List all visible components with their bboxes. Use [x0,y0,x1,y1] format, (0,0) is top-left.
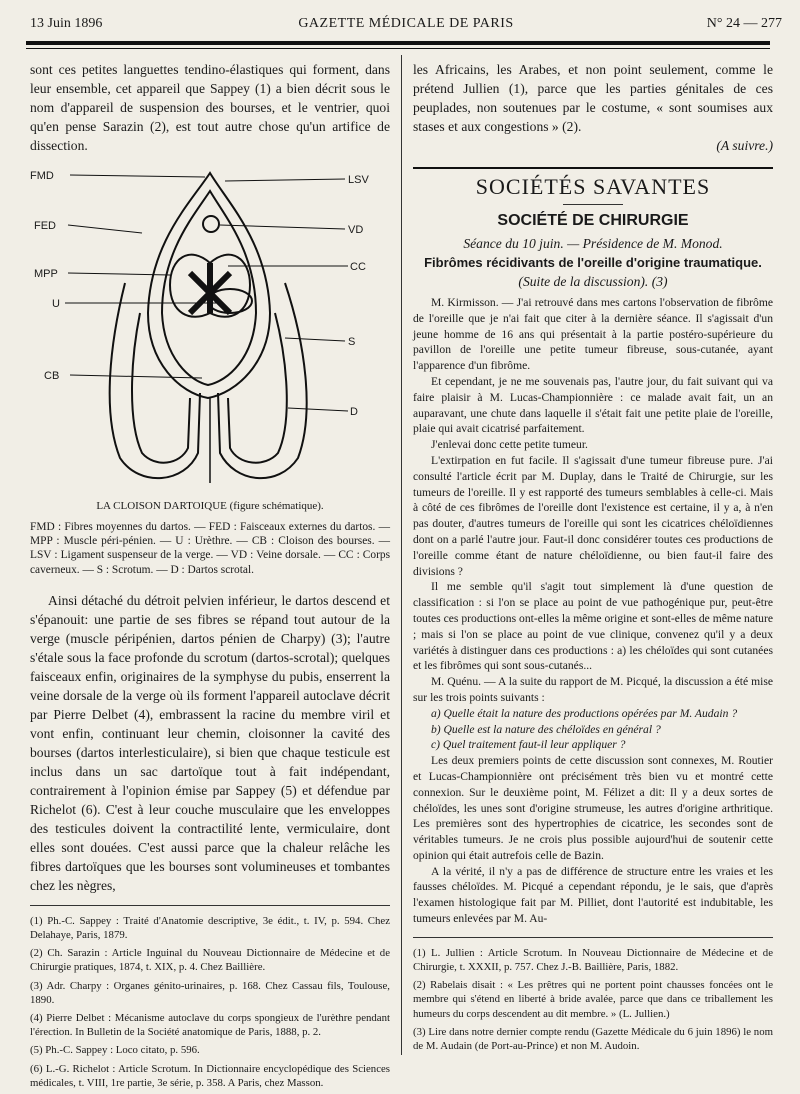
right-column [413,60,773,1057]
kirmisson-paragraph-3: J'enlevai donc cette petite tumeur. [431,438,588,452]
fig-label-cb: CB [44,370,60,382]
header-title: GAZETTE MÉDICALE DE PARIS [298,16,514,31]
header-issue: N° 24 — 277 [706,16,782,31]
section-rule [413,167,773,169]
right-footnote-1: (1) L. Jullien : Article Scrotum. In Nouveau Dictionnaire de Médecine et de Chirurgie, t. XXXII, p. 757. Chez J.-B. Baillière, Paris, 1882. [413,946,773,974]
kirmisson-paragraph-4: L'extirpation en fut facile. Il s'agissait d'une tumeur fibreuse pure. J'ai consulté l'article écrit par M. Duplay, dans le Traité de Chirurgie, sur les tumeurs de l'oreille. Il y est rapporté des tumeurs semblables à celle-ci. Mais à côté de ces fibrômes de l'oreille dont l'existence est certaine, il y a, à n'en pas douter, d'autres tumeurs de l'oreille qui sont les cicatrices chéloïdiennes dont on a parlé l'autre jour. Faut-il donc considérer toutes ces productions de l'oreille comme étant de nature chéloïdienne, ou bien faut-il faire des divisions ? [413,453,773,578]
page-header [30,12,782,36]
fig-label-d: D [350,406,358,418]
figure-drawing [30,163,390,493]
right-paragraph-1: les Africains, les Arabes, et non point seulement, comme le prétend Jullien (1), parce que les parties génitales de ces peuplades, non soutenues par le costume, « sont soumises aux stases et aux congestions » (2). [413,62,773,134]
societe-chirurgie-heading: SOCIÉTÉ DE CHIRURGIE [497,212,689,229]
point-c: c) Quel traitement faut-il leur appliquer ? [431,738,626,752]
fig-label-mpp: MPP [34,268,58,280]
left-footnote-separator [30,905,390,906]
left-column [30,60,390,1094]
left-paragraph-2: Ainsi détaché du détroit pelvien inférieur, le dartos descend et s'épanouit: une partie de ses fibres se répand tout autour de la verge (muscle péripénien, dartos pénien de Charpy) (3); l'autre s'étale sous la face profonde du scrotum (dartos-scrotal); quelques faisceaux enfin, originaires de la symphyse du pubis, enserrent la veine dorsale de la verge où ils forment l'appareil autoclave décrit par Pierre Delbet (4), embrassent la racine du membre viril et vont enfin, continuant leur chemin, cloisonner la cavité des bourses (dartos interlesticulaire), si bien que chaque testicule est inclus dans un sac dartoïque tout à fait indépendant, contrairement à l'opinion émise par Sappey (5) et défendue par Richelot (6). C'est à leur couche musculaire que les enveloppes des testicules doivent la contractilité lente, vermiculaire, dont elles sont douées. C'est aussi parce que la chaleur relâche les fibres dartoïques que les bourses sont volumineuses et tombantes chez les nègres, [30,592,390,893]
left-footnote-5: (5) Ph.-C. Sappey : Loco citato, p. 596. [30,1044,200,1057]
short-rule [563,204,623,205]
right-footnote-3: (3) Lire dans notre dernier compte rendu (Gazette Médicale du 6 juin 1896) le nom de M. Audain (de Port-au-Prince) et non M. Audoin. [413,1025,773,1053]
left-footnote-4: (4) Pierre Delbet : Mécanisme autoclave du corps spongieux de l'urèthre pendant l'érection. In Bulletin de la Société anatomique de Paris, 1888, p. 2. [30,1012,390,1039]
quenu-paragraph-1: M. Quénu. — A la suite du rapport de M. Picqué, la discussion a été mise sur les trois points suivants : [413,675,773,704]
subject-title: Fibrômes récidivants de l'oreille d'origine traumatique. [424,255,762,270]
societes-savantes-heading: SOCIÉTÉS SAVANTES [475,174,711,199]
figure-cloison-dartoique [30,163,390,493]
left-footnote-2: (2) Ch. Sarazin : Article Inguinal du Nouveau Dictionnaire de Médecine et de Chirurgie pratiques, 1874, t. XIX, p. 4. Chez Baillière. [30,947,390,974]
fig-label-s: S [348,336,356,348]
column-divider [401,55,402,1055]
a-suivre: (A suivre.) [716,138,773,153]
kirmisson-paragraph-2: Et cependant, je ne me souvenais pas, l'autre jour, du fait suivant qui va faire plaisir à M. Lucas-Championnière : ce malade avait fait, un an auparavant, une chute dans laquelle il s'était fait une petite plaie de l'oreille, plaie qui avait cicatrisé parfaitement. [413,374,773,436]
kirmisson-paragraph-5: Il me semble qu'il s'agit tout simplement là d'une question de classification : si l'on se place au point de vue pathogénique pur, peut-être toutes ces productions ont-elles la même origine et sont-elles de même nature ; mais si l'on se place au point de vue clinique, convenez qu'il y a deux variétés à distinguer dans ces productions : a) les chéloïdes qui sont cutanées et les fibrômes qui sont sous-cutanés... [413,580,773,673]
fig-label-vd: VD [348,224,364,236]
point-a: a) Quelle était la nature des productions opérées par M. Audain ? [431,706,738,720]
quenu-paragraph-3: A la vérité, il n'y a pas de différence de structure entre les vraies et les fausses chéloïdes. M. Picqué a cependant répondu, je le sais, que d'après l'examen histologique fait par M. Pilliet, dont l'autorité est indubitable, les tumeurs enlevées par M. Au- [413,864,773,926]
figure-caption: LA CLOISON DARTOIQUE (figure schématique). [96,500,324,512]
left-paragraph-1: sont ces petites languettes tendino-élastiques qui forment, dans leur ensemble, cet appareil que Sappey (1) a bien décrit sous le nom d'appareil de suspension des bourses, et le ventrier, quoi qu'en pense Sarazin (2), est tout autre chose qu'un artifice de dissection. [30,62,390,153]
kirmisson-paragraph-1: M. Kirmisson. — J'ai retrouvé dans mes cartons l'observation de fibrôme de l'oreille que je n'ai fait que citer à la dernière séance. Il s'agissait d'un jeune homme de 16 ans qui présentait à la partie postéro-supérieure du pavillon de l'oreille une petite tumeur fibreuse, sous-cutanée, ayant l'apparence d'un fibrôme. [413,296,773,373]
fig-label-lsv: LSV [348,174,369,186]
point-b: b) Quelle est la nature des chéloïdes en général ? [431,722,661,736]
header-date: 13 Juin 1896 [30,16,103,31]
fig-label-u: U [52,298,60,310]
left-footnote-1: (1) Ph.-C. Sappey : Traité d'Anatomie descriptive, 3e édit., t. IV, p. 594. Chez Delahaye, Paris, 1879. [30,914,390,942]
seance-line: Séance du 10 juin. — Présidence de M. Monod. [463,236,723,251]
quenu-paragraph-2: Les deux premiers points de cette discussion sont connexes, M. Routier et Lucas-Championnière ont précisément très bien vu et montré cette connexion. Sur le deuxième point, M. Félizet a dit: Il y a deux sortes de chéloïdes, les unes sont d'origine strumeuse, les autres d'origine arthritique. Les premières sont des hypertrophies de cicatrice, les secondes sont de véritables tumeurs. Je ne crois plus possible aujourd'hui de soutenir cette opinion qui était autrefois celle de Bazin. [413,754,773,862]
suite-discussion: (Suite de la discussion). (3) [518,274,668,289]
header-rule-thick [26,41,770,45]
fig-label-cc: CC [350,261,366,273]
left-footnote-3: (3) Adr. Charpy : Organes génito-urinaires, p. 168. Chez Cassau fils, Toulouse, 1890. [30,979,390,1006]
right-footnote-2: (2) Rabelais disait : « Les prêtres qui ne portent point chausses foncées ont le membre qui s'étend en liberté à bride avalée, parce que dans ce triballement les humeurs du corps descendent au dit membre. » (L. Jullien.) [413,979,773,1020]
figure-legend: FMD : Fibres moyennes du dartos. — FED : Faisceaux externes du dartos. — MPP : Muscle péri-pénien. — U : Urèthre. — CB : Cloison des bourses. — LSV : Ligament suspenseur de la verge. — VD : Veine dorsale. — CC : Corps caverneux. — S : Scrotum. — D : Dartos scrotal. [30,521,390,576]
fig-label-fed: FED [34,220,56,232]
right-footnote-separator [413,937,773,938]
header-rule-thin [26,48,770,49]
left-footnote-6: (6) L.-G. Richelot : Article Scrotum. In Dictionnaire encyclopédique des Sciences médicales, t. VIII, 1re partie, 3e série, p. 358. A Paris, chez Masson. [30,1062,390,1089]
fig-label-fmd: FMD [30,170,54,182]
